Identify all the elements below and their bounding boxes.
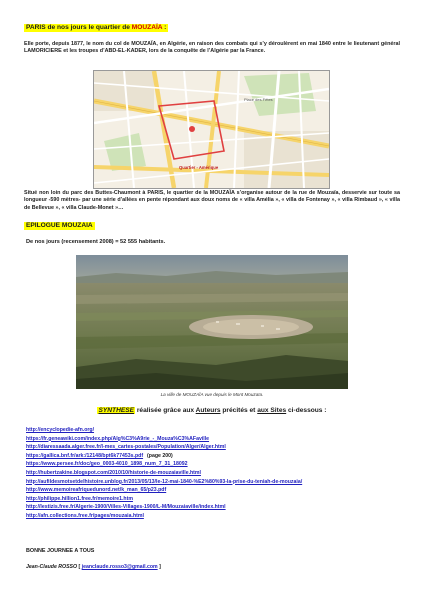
location-paragraph: Situé non loin du parc des Buttes-Chaumont à PARIS, le quartier de la MOUZAÏA s’organise autour de la rue de Mouzaïa, desservie sur toute sa longueur -590 mètres- par une série d’allées en pente répondant aux doux noms de « villa Amélia », « villa de Fontenay », « villa Rimbaud », « villa de Bellevue », « villa Claude-Monet »… [24,190,400,211]
list-item [26,469,302,478]
source-link[interactable]: http://afn.collections.free.fr/pages/mouzaia.html [26,512,144,519]
source-link[interactable]: http://www.memoireafriquedunord.net/k_man_65/p23.pdf [26,487,167,494]
list-item [26,452,302,461]
list-item [26,512,302,521]
source-link[interactable]: http://lestizis.free.fr/Algerie-1900/Villes-Villages-1900/L-M/Mouzaiaville/index.html [26,504,226,511]
signature-open-bracket: [ [77,564,82,570]
synthese-part1: réalisée grâce aux [135,407,196,414]
synthese-auteurs: Auteurs [195,407,221,414]
title-prefix: PARIS de nos jours [26,24,87,31]
list-item [26,460,302,469]
title-highlight: MOUZAÏA [131,24,163,31]
epilogue-heading: EPILOGUE MOUZAIA [26,222,93,229]
list-item [26,478,302,487]
list-item [26,503,302,512]
intro-paragraph: Elle porte, depuis 1877, le nom du col de MOUZAÏA, en Algérie, en raison des combats qui s’y déroulèrent en mai 1840 entre le lieutenant général LAMORICIERE et les troupes d’ABD-EL-KADER, lors de la conquête de l’Algérie par la France. [24,41,400,55]
source-link[interactable]: https://gallica.bnf.fr/ark:/12148/bpt6k77453s.pdf [26,452,144,459]
aerial-photo-graphic [76,255,348,389]
link-note: (page 200) [147,452,173,459]
signature-line [26,564,161,570]
list-item [26,426,302,435]
closing-line: BONNE JOURNEE A TOUS [26,548,95,554]
photo-caption: La ville de MOUZAÏA vue depuis le Mont Mouzaïa. [160,392,264,397]
synthese-word: SYNTHESE [98,407,135,414]
aerial-photo [76,255,348,389]
source-link[interactable]: https://www.persee.fr/doc/geo_0003-4010_1898_num_7_31_18092 [26,461,188,468]
signature-close-bracket: ] [157,564,161,570]
signature-email-link[interactable]: jeanclaude.rosso3@gmail.com [81,564,158,570]
source-link[interactable]: http://diaressaada.alger.free.fr/l-mes_cartes-postales/Population/Alger/Alger.html [26,444,226,451]
list-item [26,443,302,452]
title-suffix: : [162,24,167,31]
synthese-heading [0,407,424,414]
list-item [26,495,302,504]
street-map-image [93,70,330,189]
source-link[interactable]: http://hubertzakine.blogspot.com/2010/10/historie-de-mouzaiaville.html [26,469,201,476]
signature-name: Jean-Claude ROSSO [26,564,78,570]
page-title [24,24,168,32]
synthese-part3: ci-dessous : [286,407,327,414]
source-link[interactable]: http://philippe.hillion1.free.fr/memoire1.htm [26,495,133,502]
title-middle: le quartier de [86,24,132,31]
map-label-quartier: Quartier - Amérique [179,165,219,170]
map-label-top-right: Place des Fêtes [244,97,273,102]
source-link[interactable]: https://fr.geneawiki.com/index.php/Alg%C3%A9rie_-_Mouza%C3%AFaville [26,435,210,442]
synthese-part2: précités et [220,407,258,414]
source-links-list [26,426,302,521]
list-item [26,486,302,495]
list-item [26,435,302,444]
source-link[interactable]: http://encyclopedie-afn.org/ [26,427,95,433]
street-map-graphic [94,71,329,188]
synthese-sites: aux Sites [257,407,287,414]
population-line: De nos jours (recensement 2008) = 52 555 habitants. [26,239,166,245]
source-link[interactable]: http://aufildesmotsetdelhistoire.unblog.fr/2013/05/13/le-12-mai-1840-%E2%80%93-la-prise-du-teniah-de-mouzaia/ [26,478,303,485]
